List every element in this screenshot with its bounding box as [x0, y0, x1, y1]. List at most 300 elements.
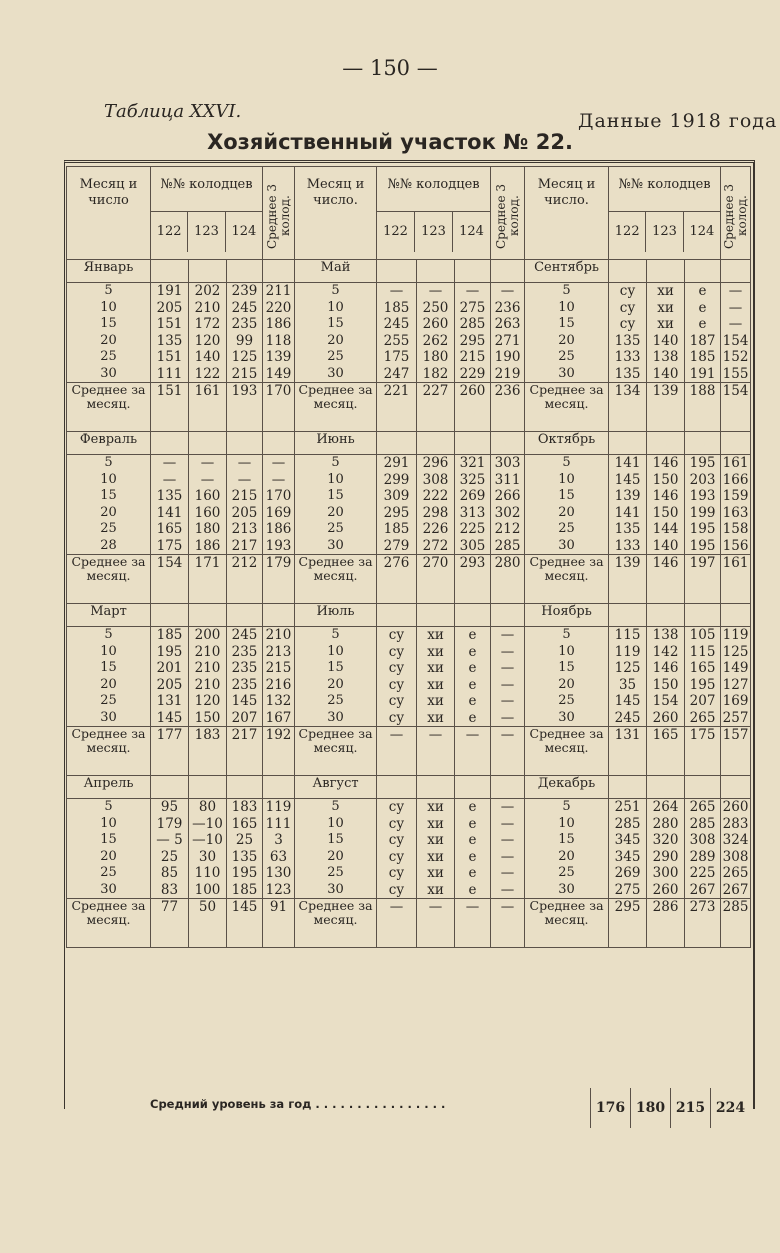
empty-cell	[151, 604, 189, 627]
cell-value: 156	[722, 537, 749, 554]
month-average-value: —	[417, 727, 455, 776]
month-name: Ноябрь	[525, 604, 609, 627]
month-name-row	[67, 432, 751, 455]
well-value-column	[377, 283, 417, 383]
day-column	[295, 627, 377, 727]
day-number: 30	[558, 365, 575, 381]
cell-value: 280	[652, 815, 679, 832]
values-row	[67, 283, 751, 383]
well-id: 122	[377, 212, 415, 252]
cell-value: 199	[689, 504, 716, 521]
month-name: Декабрь	[525, 776, 609, 799]
month-average-value: 293	[455, 555, 491, 604]
cell-value: 186	[265, 316, 292, 332]
cell-value: 269	[459, 488, 486, 504]
month-average-label: Среднее за месяц.	[67, 383, 151, 432]
day-number: 15	[100, 316, 117, 331]
cell-value: —	[500, 643, 515, 660]
cell-value: 211	[265, 283, 292, 299]
cell-value: 83	[160, 881, 179, 898]
avg3-value-column	[263, 283, 295, 383]
cell-value: хи	[427, 643, 444, 660]
cell-value: 201	[156, 660, 183, 676]
table-label: Таблица XXVI.	[104, 101, 242, 122]
month-average-label: Среднее за месяц.	[67, 899, 151, 948]
cell-value: су	[388, 627, 405, 643]
day-column	[295, 455, 377, 555]
day-number: 15	[558, 832, 575, 847]
cell-value: 324	[722, 832, 749, 848]
empty-cell	[151, 432, 189, 455]
cell-value: 283	[722, 815, 749, 832]
cell-value: 186	[265, 521, 292, 537]
cell-value: 285	[459, 316, 486, 332]
well-value-column	[417, 627, 455, 727]
day-number: 10	[558, 471, 575, 487]
page-number: — 150 —	[342, 56, 438, 80]
cell-value: 182	[422, 365, 449, 382]
month-average-value: 273	[685, 899, 721, 948]
avg3-value-column	[721, 627, 751, 727]
cell-value: 165	[231, 815, 258, 832]
empty-cell	[189, 260, 227, 283]
well-value-column	[685, 283, 721, 383]
cell-value: 191	[689, 365, 716, 382]
header-avg3: Среднее 3 колод.	[721, 167, 751, 260]
day-number: 10	[100, 815, 117, 831]
cell-value: 151	[156, 349, 183, 365]
well-value-column	[417, 799, 455, 899]
cell-value: е	[468, 693, 477, 709]
well-value-column	[417, 283, 455, 383]
cell-value: —	[500, 283, 515, 299]
day-column	[295, 283, 377, 383]
empty-cell	[647, 604, 685, 627]
empty-cell	[189, 776, 227, 799]
day-number: 10	[100, 471, 117, 487]
day-number: 5	[104, 799, 113, 814]
empty-cell	[491, 776, 525, 799]
cell-value: 195	[689, 521, 716, 537]
cell-value: 180	[194, 521, 221, 537]
cell-value: 158	[722, 521, 749, 537]
day-number: 10	[558, 815, 575, 831]
cell-value: 309	[383, 488, 410, 504]
well-value-column	[151, 627, 189, 727]
cell-value: 163	[722, 504, 749, 521]
day-number: 15	[327, 660, 344, 675]
cell-value: —	[428, 283, 443, 299]
month-average-value: 146	[647, 555, 685, 604]
header-wells: №№ колодцев 122 123 124	[609, 167, 721, 260]
cell-value: —10	[192, 832, 223, 848]
empty-cell	[377, 604, 417, 627]
cell-value: 285	[494, 537, 521, 554]
month-average-label: Среднее за месяц.	[525, 899, 609, 948]
cell-value: 303	[494, 455, 521, 471]
cell-value: 120	[194, 693, 221, 709]
cell-value: 139	[614, 488, 641, 504]
month-name-row	[67, 604, 751, 627]
month-average-value: 179	[263, 555, 295, 604]
well-value-column	[227, 627, 263, 727]
empty-cell	[263, 260, 295, 283]
day-number: 20	[327, 504, 344, 520]
cell-value: 3	[274, 832, 283, 848]
cell-value: —	[500, 815, 515, 832]
day-number: 30	[558, 537, 575, 553]
empty-cell	[417, 776, 455, 799]
day-number: 28	[100, 537, 117, 553]
empty-cell	[263, 604, 295, 627]
month-average-value: 151	[151, 383, 189, 432]
month-average-value: 161	[721, 555, 751, 604]
cell-value: —	[500, 676, 515, 693]
day-number: 10	[327, 815, 344, 831]
cell-value: 245	[383, 316, 410, 332]
month-name: Июнь	[295, 432, 377, 455]
day-number: 30	[327, 881, 344, 897]
cell-value: 210	[194, 676, 221, 693]
cell-value: 245	[231, 627, 258, 643]
page-title: Хозяйственный участок № 22.	[207, 130, 573, 154]
cell-value: 135	[614, 332, 641, 349]
day-number: 25	[558, 521, 575, 536]
cell-value: хи	[427, 709, 444, 726]
cell-value: —	[500, 832, 515, 848]
day-column	[67, 283, 151, 383]
cell-value: 260	[722, 799, 749, 815]
cell-value: 308	[422, 471, 449, 488]
empty-cell	[227, 604, 263, 627]
cell-value: 216	[265, 676, 292, 693]
day-number: 5	[562, 799, 571, 814]
cell-value: 138	[652, 627, 679, 643]
cell-value: хи	[657, 283, 674, 299]
cell-value: 265	[689, 799, 716, 815]
month-average-value: —	[417, 899, 455, 948]
cell-value: 265	[722, 865, 749, 881]
cell-value: 313	[459, 504, 486, 521]
cell-value: 155	[722, 365, 749, 382]
cell-value: 133	[614, 349, 641, 365]
cell-value: 105	[689, 627, 716, 643]
well-value-column	[647, 455, 685, 555]
cell-value: 95	[160, 799, 179, 815]
month-average-row	[67, 383, 751, 432]
month-name: Май	[295, 260, 377, 283]
day-number: 15	[327, 832, 344, 847]
cell-value: —	[500, 881, 515, 898]
day-number: 20	[100, 848, 117, 864]
month-average-value: 171	[189, 555, 227, 604]
cell-value: 150	[652, 504, 679, 521]
well-value-column	[609, 455, 647, 555]
well-value-column	[455, 455, 491, 555]
cell-value: 149	[722, 660, 749, 676]
month-average-value: 177	[151, 727, 189, 776]
well-value-column	[647, 283, 685, 383]
cell-value: су	[619, 299, 636, 316]
cell-value: хи	[657, 299, 674, 316]
data-year: Данные 1918 года	[578, 110, 778, 132]
cell-value: 140	[194, 349, 221, 365]
cell-value: 141	[614, 455, 641, 471]
cell-value: е	[698, 283, 707, 299]
well-id: 124	[231, 224, 257, 239]
day-number: 5	[562, 455, 571, 470]
cell-value: 265	[689, 709, 716, 726]
cell-value: —	[728, 316, 743, 332]
cell-value: 235	[231, 316, 258, 332]
cell-value: 257	[722, 709, 749, 726]
well-value-column	[417, 455, 455, 555]
day-column	[525, 627, 609, 727]
day-number: 25	[327, 521, 344, 536]
cell-value: 345	[614, 832, 641, 848]
day-number: 20	[100, 676, 117, 692]
cell-value: 135	[614, 365, 641, 382]
cell-value: 152	[722, 349, 749, 365]
cell-value: хи	[427, 815, 444, 832]
cell-value: 133	[614, 537, 641, 554]
cell-value: 165	[689, 660, 716, 676]
cell-value: 123	[265, 881, 292, 898]
cell-value: 308	[689, 832, 716, 848]
cell-value: 122	[194, 365, 221, 382]
cell-value: 239	[231, 283, 258, 299]
empty-cell	[609, 776, 647, 799]
cell-value: е	[698, 316, 707, 332]
cell-value: 193	[265, 537, 292, 554]
day-number: 10	[100, 643, 117, 659]
avg3-value-column	[491, 455, 525, 555]
cell-value: е	[468, 627, 477, 643]
month-name: Июль	[295, 604, 377, 627]
cell-value: 260	[652, 881, 679, 898]
cell-value: 150	[194, 709, 221, 726]
avg3-value-column	[491, 283, 525, 383]
cell-value: 183	[231, 799, 258, 815]
well-id: 123	[188, 212, 225, 252]
month-name: Сентябрь	[525, 260, 609, 283]
cell-value: 205	[156, 676, 183, 693]
month-name-row	[67, 260, 751, 283]
cell-value: 195	[689, 676, 716, 693]
day-number: 15	[327, 316, 344, 331]
cell-value: 30	[198, 848, 217, 865]
cell-value: е	[468, 799, 477, 815]
empty-cell	[455, 604, 491, 627]
cell-value: 213	[231, 521, 258, 537]
day-number: 30	[100, 365, 117, 381]
cell-value: —	[237, 471, 252, 488]
day-column	[67, 627, 151, 727]
day-number: 10	[558, 299, 575, 315]
cell-value: —10	[192, 815, 223, 832]
month-average-value: 197	[685, 555, 721, 604]
month-average-value: 157	[721, 727, 751, 776]
day-number: 5	[562, 627, 571, 642]
cell-value: 285	[689, 815, 716, 832]
cell-value: 275	[459, 299, 486, 316]
day-number: 15	[100, 660, 117, 675]
cell-value: су	[619, 283, 636, 299]
cell-value: хи	[427, 627, 444, 643]
cell-value: 170	[265, 488, 292, 504]
cell-value: 150	[652, 676, 679, 693]
well-value-column	[455, 799, 491, 899]
month-name: Февраль	[67, 432, 151, 455]
empty-cell	[455, 260, 491, 283]
well-value-column	[189, 627, 227, 727]
day-number: 20	[100, 332, 117, 348]
day-number: 15	[100, 832, 117, 847]
well-id: 123	[415, 212, 453, 252]
well-value-column	[685, 799, 721, 899]
cell-value: 260	[422, 316, 449, 332]
day-number: 15	[558, 488, 575, 503]
header-wells: №№ колодцев 122 123 124	[377, 167, 491, 260]
day-number: 30	[100, 709, 117, 725]
day-number: 25	[327, 693, 344, 708]
month-average-value: 91	[263, 899, 295, 948]
cell-value: 210	[265, 627, 292, 643]
cell-value: су	[388, 660, 405, 676]
cell-value: хи	[427, 848, 444, 865]
cell-value: 175	[383, 349, 410, 365]
month-average-row	[67, 727, 751, 776]
cell-value: 85	[160, 865, 179, 881]
cell-value: —	[500, 660, 515, 676]
cell-value: —	[271, 471, 286, 488]
month-average-label: Среднее за месяц.	[67, 727, 151, 776]
month-name: Апрель	[67, 776, 151, 799]
month-average-value: —	[455, 727, 491, 776]
cell-value: хи	[427, 799, 444, 815]
empty-cell	[189, 432, 227, 455]
month-average-value: 188	[685, 383, 721, 432]
cell-value: 321	[459, 455, 486, 471]
cell-value: 217	[231, 537, 258, 554]
cell-value: 245	[614, 709, 641, 726]
month-average-value: 161	[189, 383, 227, 432]
cell-value: 210	[194, 299, 221, 316]
data-table	[66, 166, 751, 948]
empty-cell	[685, 432, 721, 455]
cell-value: 191	[156, 283, 183, 299]
cell-value: е	[468, 815, 477, 832]
cell-value: 289	[689, 848, 716, 865]
month-average-label: Среднее за месяц.	[295, 555, 377, 604]
cell-value: 190	[494, 349, 521, 365]
cell-value: су	[388, 832, 405, 848]
empty-cell	[491, 432, 525, 455]
header-month-day: Месяц и число	[67, 167, 151, 260]
month-average-value: 212	[227, 555, 263, 604]
cell-value: —	[200, 471, 215, 488]
cell-value: 236	[494, 299, 521, 316]
avg3-value-column	[263, 627, 295, 727]
cell-value: хи	[427, 881, 444, 898]
cell-value: —	[500, 865, 515, 881]
empty-cell	[151, 776, 189, 799]
header-avg3: Среднее 3 колод.	[263, 167, 295, 260]
day-number: 15	[558, 660, 575, 675]
well-id: 124	[689, 224, 715, 239]
day-column	[295, 799, 377, 899]
cell-value: 100	[194, 881, 221, 898]
cell-value: 141	[614, 504, 641, 521]
empty-cell	[417, 260, 455, 283]
cell-value: 145	[614, 471, 641, 488]
empty-cell	[685, 776, 721, 799]
cell-value: 146	[652, 660, 679, 676]
empty-cell	[609, 260, 647, 283]
month-average-value: 260	[455, 383, 491, 432]
cell-value: 295	[383, 504, 410, 521]
cell-value: 345	[614, 848, 641, 865]
day-number: 20	[327, 332, 344, 348]
year-average-value: 180	[630, 1088, 670, 1128]
well-id: 122	[609, 212, 646, 252]
cell-value: 210	[194, 660, 221, 676]
avg3-value-column	[721, 799, 751, 899]
cell-value: 25	[160, 848, 179, 865]
cell-value: 205	[231, 504, 258, 521]
month-average-value: 227	[417, 383, 455, 432]
empty-cell	[227, 432, 263, 455]
cell-value: 302	[494, 504, 521, 521]
cell-value: хи	[427, 832, 444, 848]
month-average-label: Среднее за месяц.	[525, 727, 609, 776]
month-name-row	[67, 776, 751, 799]
day-number: 25	[100, 693, 117, 708]
empty-cell	[721, 432, 751, 455]
cell-value: 118	[265, 332, 292, 349]
month-average-value: 154	[721, 383, 751, 432]
well-value-column	[151, 283, 189, 383]
day-column	[525, 283, 609, 383]
year-average-value: 224	[710, 1088, 750, 1128]
cell-value: 269	[614, 865, 641, 881]
cell-value: 235	[231, 643, 258, 660]
cell-value: су	[388, 709, 405, 726]
avg3-value-column	[491, 799, 525, 899]
empty-cell	[377, 260, 417, 283]
cell-value: хи	[427, 865, 444, 881]
cell-value: 260	[652, 709, 679, 726]
empty-cell	[151, 260, 189, 283]
values-row	[67, 455, 751, 555]
month-name: Март	[67, 604, 151, 627]
day-number: 15	[100, 488, 117, 503]
cell-value: 125	[722, 643, 749, 660]
month-average-value: —	[377, 727, 417, 776]
day-number: 5	[104, 627, 113, 642]
month-average-row	[67, 899, 751, 948]
month-average-value: 221	[377, 383, 417, 432]
month-average-row	[67, 555, 751, 604]
cell-value: 311	[494, 471, 521, 488]
month-average-value: 50	[189, 899, 227, 948]
month-average-value: 131	[609, 727, 647, 776]
day-number: 10	[327, 299, 344, 315]
month-average-label: Среднее за месяц.	[525, 383, 609, 432]
cell-value: 212	[494, 521, 521, 537]
cell-value: 290	[652, 848, 679, 865]
empty-cell	[491, 260, 525, 283]
